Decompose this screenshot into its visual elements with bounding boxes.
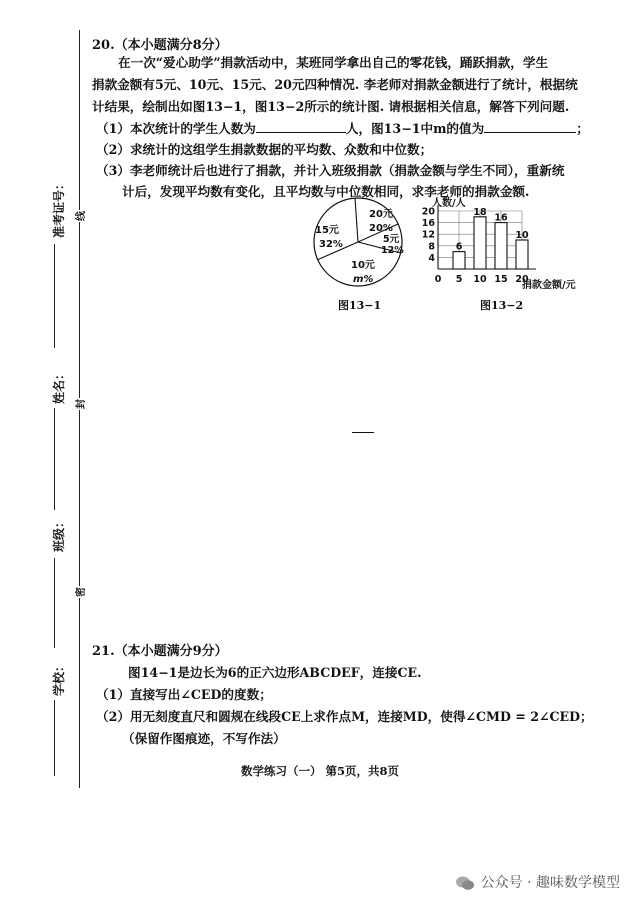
q21-sub2-note: （保留作图痕迹，不写作法）	[122, 731, 286, 746]
wechat-icon	[455, 875, 475, 891]
q20-answer-blank-count[interactable]	[256, 120, 346, 133]
q20-sub2: （2）求统计的这组学生捐款数据的平均数、众数和中位数；	[96, 142, 433, 157]
name-label: 姓名：	[52, 367, 66, 404]
center-dash	[352, 432, 374, 433]
page-footer: 数学练习（一） 第5页，共8页	[240, 764, 399, 778]
q20-sub1-text-a: （1）本次统计的学生人数为	[96, 121, 256, 136]
bar-y-tick-label: 4	[428, 252, 435, 264]
q20-text-line3: 计结果，绘制出如图13−1，图13−2所示的统计图. 请根据相关信息，解答下列问题.	[92, 99, 570, 114]
pie-pct-20: 20%	[369, 223, 393, 234]
q20-header: 20.（本小题满分8分）	[92, 38, 228, 53]
q20-sub1-text-c: ；	[576, 121, 589, 136]
bar-x-tick-label: 20	[515, 274, 529, 285]
q20-sub3-line2: 计后，发现平均数有变化，且平均数与中位数相同，求李老师的捐款金额.	[122, 184, 530, 199]
watermark-text: 公众号 · 趣味数学模型	[480, 875, 620, 891]
pie-chart-fig13-1	[305, 196, 417, 290]
bar-value-label: 18	[473, 206, 487, 218]
watermark	[455, 872, 620, 892]
pie-label-20: 20元	[369, 209, 393, 220]
q21-header: 21.（本小题满分9分）	[92, 644, 228, 659]
fig13-1-caption: 图13−1	[338, 299, 382, 312]
class-label: 班级：	[52, 515, 66, 552]
bar-x-tick-label: 15	[494, 274, 508, 285]
q21-sub2: （2）用无刻度直尺和圆规在线段CE上求作点M，连接MD，使得∠CMD = 2∠CED；	[96, 709, 593, 724]
fig13-2-caption: 图13−2	[480, 299, 524, 312]
bar-value-label: 6	[455, 241, 463, 253]
bar-y-tick-label: 12	[421, 229, 435, 241]
pie-divider-1	[355, 198, 358, 242]
bar-x-axis-label: 捐款金额/元	[522, 280, 576, 291]
bar-x-tick-label: 10	[473, 274, 487, 285]
bar-y-axis-label: 人数/人	[432, 198, 466, 209]
q20-text-line1: 在一次“爱心助学”捐款活动中，某班同学拿出自己的零花钱，踊跃捐款，学生	[118, 55, 549, 70]
pie-label-10: 10元	[351, 260, 375, 271]
bar-chart-fig13-2	[418, 195, 608, 295]
bar-y-tick-label: 20	[421, 206, 435, 218]
admission-number-label: 准考证号：	[52, 177, 66, 238]
bar-y-tick-label: 16	[421, 218, 435, 230]
bar-15	[495, 223, 507, 269]
bar-value-label: 16	[494, 212, 508, 224]
pie-pct-15: 32%	[319, 239, 343, 250]
q20-sub3-line1: （3）李老师统计后也进行了捐款，并计入班级捐款（捐款金额与学生不同），重新统	[96, 163, 565, 178]
school-label: 学校：	[52, 659, 66, 696]
q21-sub1: （1）直接写出∠CED的度数；	[96, 687, 272, 702]
seal-mark-mi: 密	[72, 586, 87, 598]
bar-x-tick-label: 5	[455, 274, 463, 285]
class-blank	[54, 558, 55, 648]
seal-mark-feng: 封	[72, 398, 87, 410]
seal-mark-xian: 线	[72, 210, 87, 222]
bar-5	[453, 252, 465, 269]
q20-sub1-text-b: 人，图13−1中m的值为	[345, 121, 485, 136]
pie-label-15: 15元	[315, 225, 339, 236]
admission-number-blank	[54, 244, 55, 348]
bar-y-tick-label: 8	[428, 241, 435, 253]
pie-pct-10: m%	[353, 274, 374, 285]
bar-x-tick-label: 0	[434, 274, 442, 285]
name-blank	[54, 408, 55, 510]
bar-20	[516, 240, 528, 269]
q20-answer-blank-m[interactable]	[484, 120, 576, 133]
pie-pct-5: 12%	[381, 245, 404, 256]
bar-10	[474, 217, 486, 269]
pie-label-5: 5元	[383, 234, 400, 245]
q20-sub1	[96, 118, 589, 137]
bar-value-label: 10	[515, 230, 529, 241]
q20-text-line2: 捐款金额有5元、10元、15元、20元四种情况. 李老师对捐款金额进行了统计，根据统	[92, 77, 578, 92]
q21-text-line1: 图14−1是边长为6的正六边形ABCDEF，连接CE.	[128, 665, 422, 680]
